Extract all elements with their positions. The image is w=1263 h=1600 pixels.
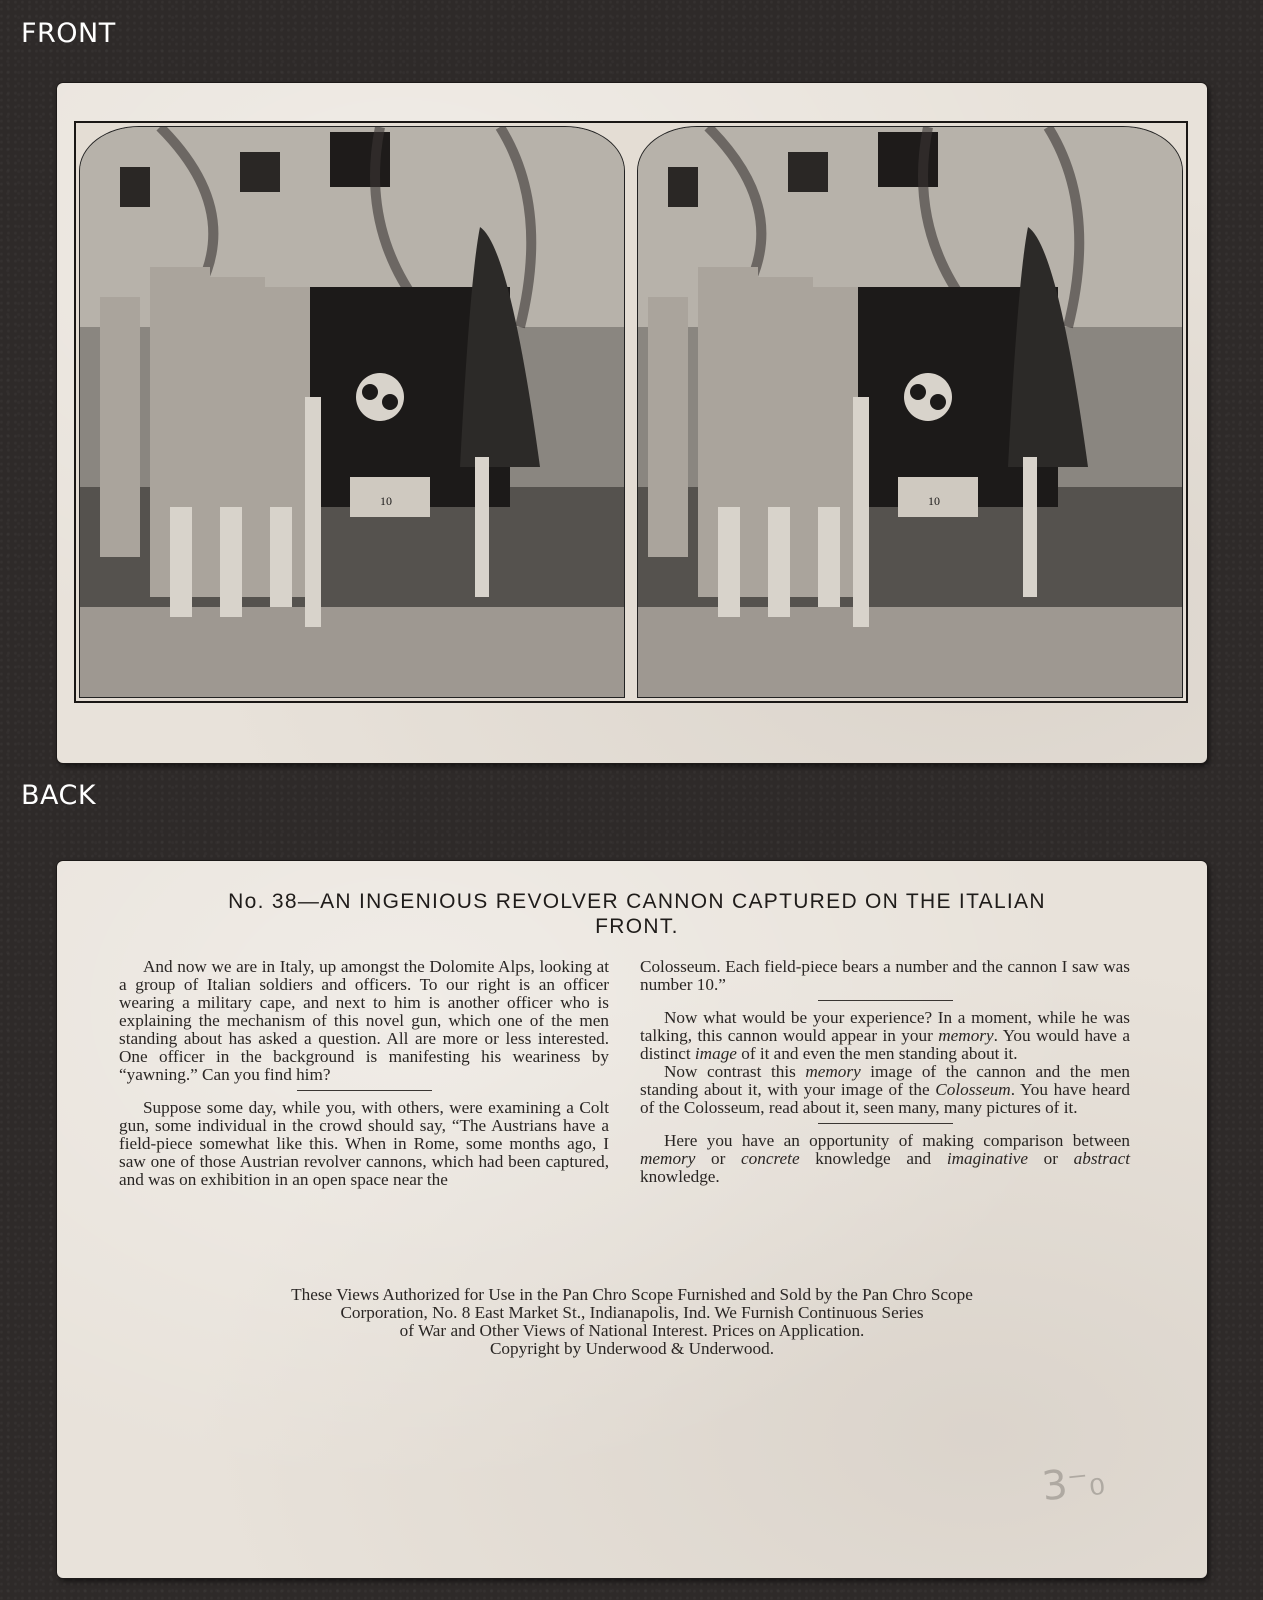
publisher-footer: These Views Authorized for Use in the Pan Chro Scope Furnished and Sold by the Pan Chro Scope Corporation, No. 8 East Market St., Indianapolis, Ind. We Furnish Continuous Series of War and Other Views of National Interest. Prices on Application. Copyright by Underwood & Underwood. xyxy=(291,1285,973,1358)
stereoview-card-front xyxy=(57,83,1207,763)
paragraph: Now what would be your experience? In a moment, while he was talking, this cannon would appear in your memory. You would have a distinct image of it and even the men standing about it. xyxy=(640,1008,1130,1063)
divider xyxy=(818,1000,953,1001)
paragraph: Here you have an opportunity of making comparison between memory or concrete knowledge and imaginative or abstract knowledge. xyxy=(640,1131,1130,1186)
text-column-right xyxy=(640,958,1130,1186)
svg-text:10: 10 xyxy=(380,494,392,508)
pencil-mark: 3⁻₀ xyxy=(1039,1457,1107,1511)
soldiers-cannon-photo xyxy=(80,127,624,697)
paragraph: And now we are in Italy, up amongst the Dolomite Alps, looking at a group of Italian soldiers and officers. To our right is an officer wearing a military cape, and next to him is another officer who is explaining the mechanism of this novel gun, which one of the men standing about has asked a question. All are more or less interested. One officer in the background is manifesting his weariness by “yawning.” Can you find him? xyxy=(119,957,609,1084)
back-label: BACK xyxy=(21,780,97,811)
text-column-left xyxy=(119,958,609,1189)
front-label: FRONT xyxy=(21,18,116,49)
soldiers-cannon-photo xyxy=(638,127,1182,697)
card-title: No. 38—AN INGENIOUS REVOLVER CANNON CAPTURED ON THE ITALIAN FRONT. xyxy=(228,890,1046,938)
stereo-photo-left xyxy=(79,126,625,698)
paragraph: Suppose some day, while you, with others, were examining a Colt gun, some individual in the crowd should say, “The Austrians have a field-piece somewhat like this. When in Rome, some months ago, I saw one of those Austrian revolver cannons, which had been captured, and was on exhibition in an open space near the xyxy=(119,1098,609,1189)
stereo-photo-frame xyxy=(74,121,1188,703)
stereo-photo-right xyxy=(637,126,1183,698)
svg-text:10: 10 xyxy=(928,494,940,508)
divider xyxy=(297,1090,432,1091)
stereoview-card-back xyxy=(57,861,1207,1578)
paragraph: Now contrast this memory image of the cannon and the men standing about it, with your image of the Colosseum. You have heard of the Colosseum, read about it, seen many, many pictures of it. xyxy=(640,1062,1130,1117)
paragraph: Colosseum. Each field-piece bears a number and the cannon I saw was number 10.” xyxy=(640,957,1130,994)
divider xyxy=(818,1123,953,1124)
